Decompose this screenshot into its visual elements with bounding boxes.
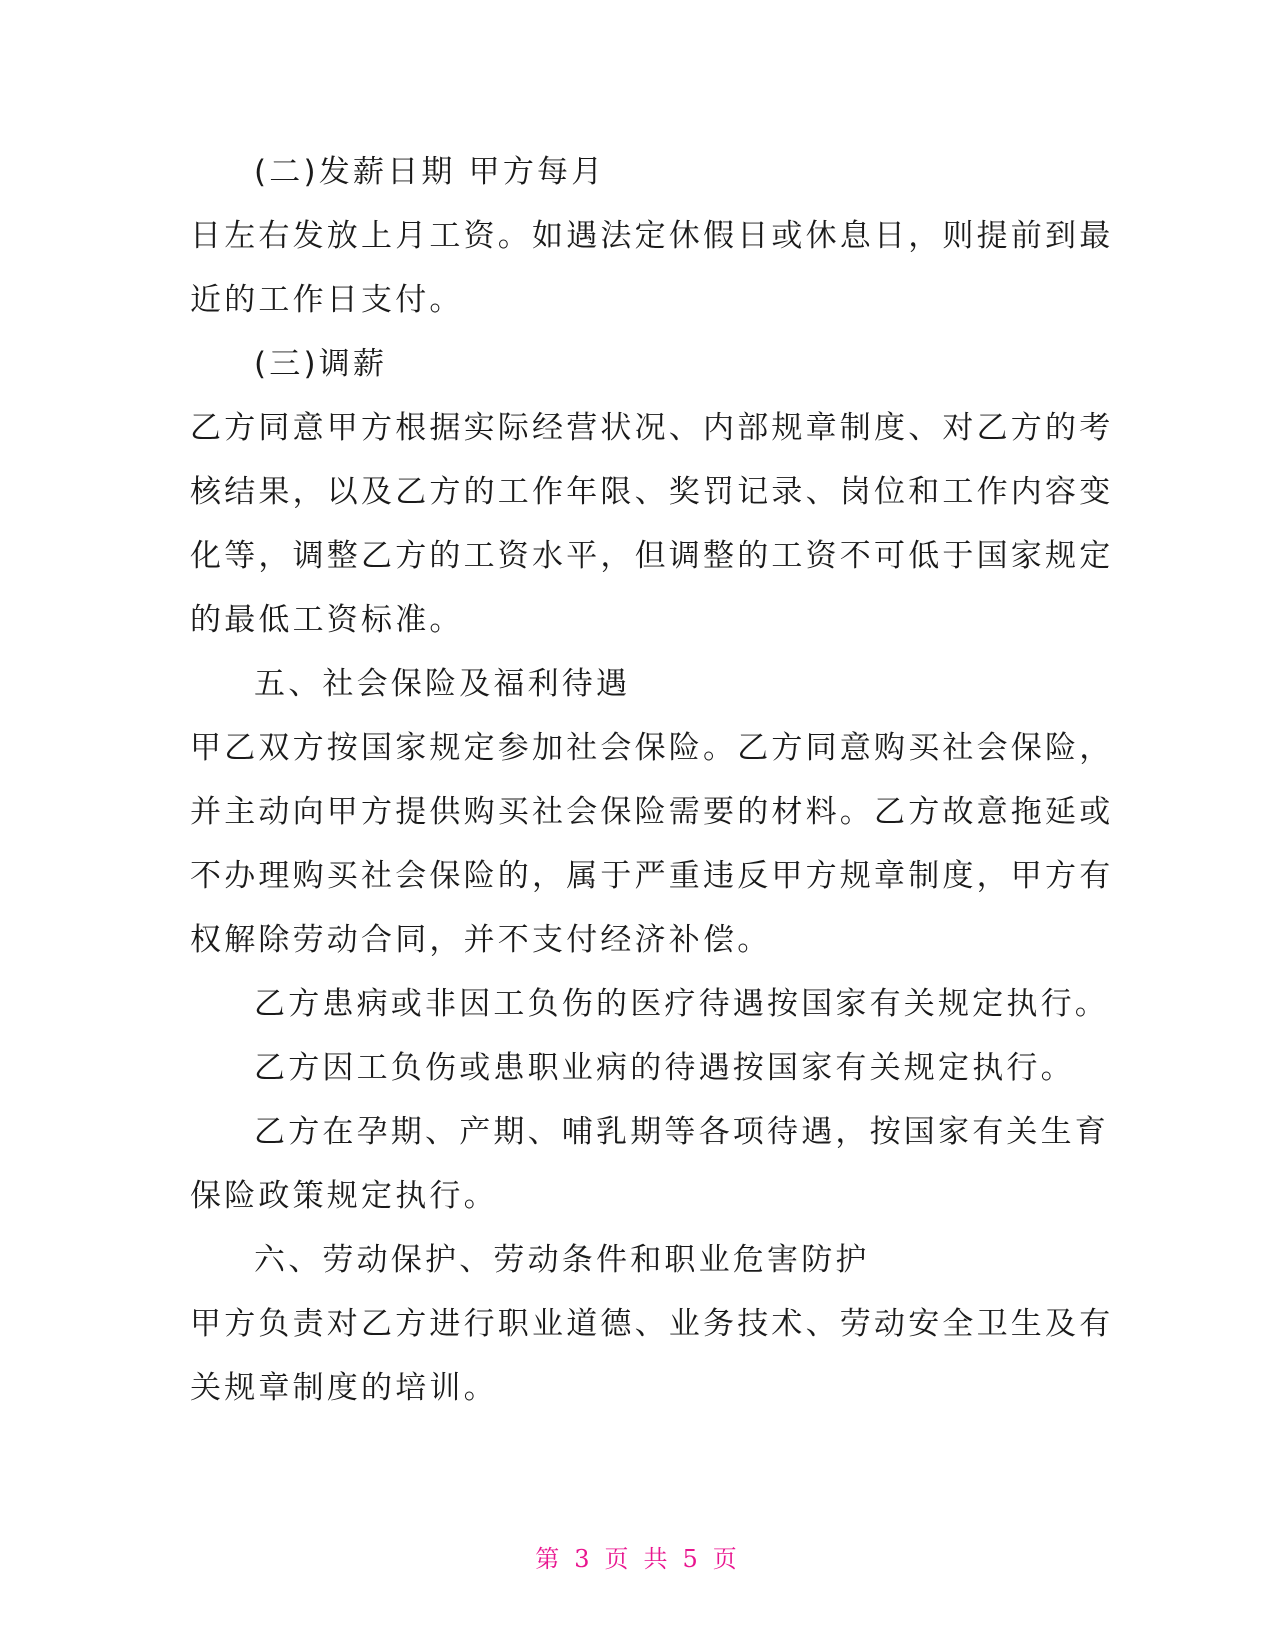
paragraph-first-line: 乙方患病或非因工负伤的医疗待遇按国家有关规定执行。: [254, 986, 1109, 1022]
paragraph-line: 权解除劳动合同，并不支付经济补偿。: [190, 922, 772, 958]
paragraph-line: 不办理购买社会保险的，属于严重违反甲方规章制度，甲方有: [190, 858, 1114, 894]
paragraph-first-line: 五、社会保险及福利待遇: [254, 666, 631, 702]
footer-page-word: 第: [535, 1545, 563, 1573]
paragraph-line: 核结果，以及乙方的工作年限、奖罚记录、岗位和工作内容变: [190, 474, 1114, 510]
page-footer: [0, 1539, 1275, 1574]
footer-total-unit: 页: [712, 1545, 740, 1573]
footer-total-pages: 5: [682, 1545, 701, 1573]
paragraph-first-line: (三)调薪: [254, 346, 388, 382]
paragraph-line: 化等，调整乙方的工资水平，但调整的工资不可低于国家规定: [190, 538, 1114, 574]
paragraph-line: 的最低工资标准。: [190, 602, 464, 638]
footer-current-page: 3: [574, 1545, 593, 1573]
footer-total-word: 共: [643, 1545, 671, 1573]
paragraph-line: 并主动向甲方提供购买社会保险需要的材料。乙方故意拖延或: [190, 794, 1114, 830]
paragraph-first-line: 六、劳动保护、劳动条件和职业危害防护: [254, 1242, 870, 1278]
paragraph-first-line: (二)发薪日期 甲方每月: [254, 154, 606, 190]
footer-page-unit: 页: [604, 1545, 632, 1573]
paragraph-line: 保险政策规定执行。: [190, 1178, 498, 1214]
paragraph-line: 甲乙双方按国家规定参加社会保险。乙方同意购买社会保险，: [190, 730, 1114, 766]
paragraph-line: 关规章制度的培训。: [190, 1370, 498, 1406]
paragraph-line: 近的工作日支付。: [190, 282, 464, 318]
paragraph-line: 日左右发放上月工资。如遇法定休假日或休息日，则提前到最: [190, 218, 1114, 254]
document-body: [190, 140, 1114, 1420]
paragraph-first-line: 乙方因工负伤或患职业病的待遇按国家有关规定执行。: [254, 1050, 1075, 1086]
paragraph-line: 乙方同意甲方根据实际经营状况、内部规章制度、对乙方的考: [190, 410, 1114, 446]
paragraph-line: 甲方负责对乙方进行职业道德、业务技术、劳动安全卫生及有: [190, 1306, 1114, 1342]
paragraph-first-line: 乙方在孕期、产期、哺乳期等各项待遇，按国家有关生育: [254, 1114, 1109, 1150]
